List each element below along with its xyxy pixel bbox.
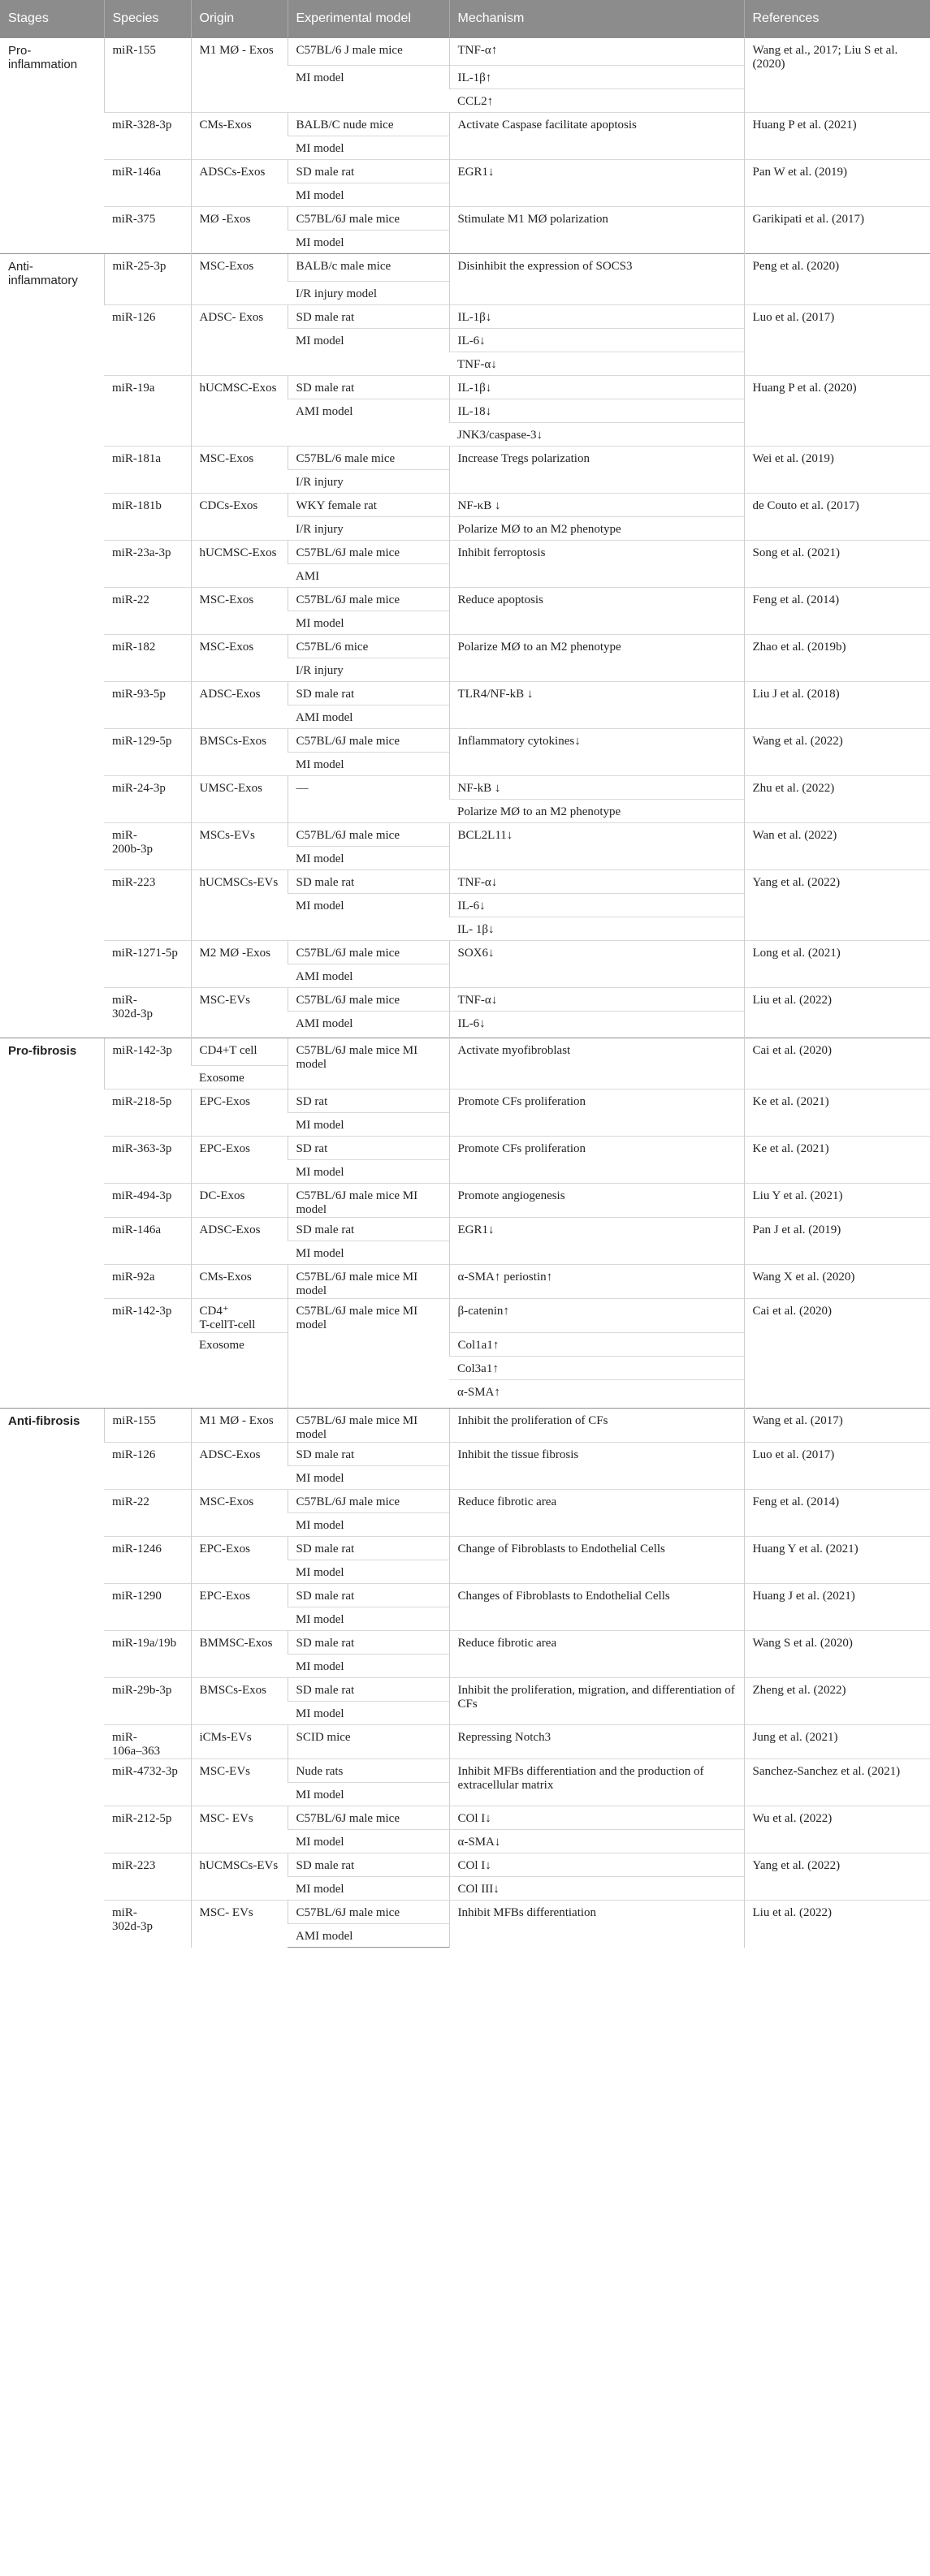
model-cell: —: [288, 776, 449, 823]
mechanism-cell: Repressing Notch3: [449, 1725, 744, 1759]
origin-cell: CMs-Exos: [191, 113, 288, 160]
reference-cell: Peng et al. (2020): [744, 254, 930, 305]
origin-cell: MSCs-EVs: [191, 823, 288, 870]
mechanism-cell: SOX6↓: [449, 941, 744, 988]
table-body: [0, 38, 930, 1948]
origin-cell: hUCMSCs-EVs: [191, 1853, 288, 1901]
model-cell: MI model: [288, 1655, 449, 1678]
reference-cell: Jung et al. (2021): [744, 1725, 930, 1759]
mechanism-cell: Promote CFs proliferation: [449, 1090, 744, 1137]
reference-cell: Sanchez-Sanchez et al. (2021): [744, 1759, 930, 1806]
model-cell: MI model: [288, 183, 449, 207]
model-cell: MI model: [288, 1160, 449, 1184]
species-cell: miR-22: [104, 1490, 191, 1537]
model-cell: AMI model: [288, 399, 449, 447]
reference-cell: Wei et al. (2019): [744, 447, 930, 494]
origin-cell: hUCMSC-Exos: [191, 541, 288, 588]
table-row: [0, 1759, 930, 1783]
model-cell: MI model: [288, 329, 449, 376]
reference-cell: Yang et al. (2022): [744, 1853, 930, 1901]
mechanism-cell: Inhibit ferroptosis: [449, 541, 744, 588]
table-row: [0, 160, 930, 183]
model-cell: MI model: [288, 894, 449, 941]
species-cell: miR-22: [104, 588, 191, 635]
species-cell: miR-223: [104, 870, 191, 941]
stage-label: Anti- inflammatory: [0, 254, 104, 1038]
mechanism-cell: α-SMA↓: [449, 1830, 744, 1853]
mechanism-cell: NF-kB ↓: [449, 776, 744, 800]
mechanism-cell: CCL2↑: [449, 89, 744, 113]
table-row: [0, 113, 930, 136]
reference-cell: Luo et al. (2017): [744, 1443, 930, 1490]
table-row: [0, 823, 930, 847]
mechanism-cell: BCL2L11↓: [449, 823, 744, 870]
model-cell: I/R injury: [288, 517, 449, 541]
table-row: [0, 1631, 930, 1655]
mechanism-cell: Reduce fibrotic area: [449, 1490, 744, 1537]
mechanism-cell: EGR1↓: [449, 1218, 744, 1265]
species-cell: miR-126: [104, 305, 191, 376]
model-cell: MI model: [288, 611, 449, 635]
mechanism-cell: Inhibit the tissue fibrosis: [449, 1443, 744, 1490]
stage-label: Pro- inflammation: [0, 38, 104, 254]
mechanism-cell: IL-1β↓: [449, 305, 744, 329]
species-cell: miR-23a-3p: [104, 541, 191, 588]
model-cell: MI model: [288, 1702, 449, 1725]
header-row: [0, 0, 930, 38]
reference-cell: Zheng et al. (2022): [744, 1678, 930, 1725]
species-cell: miR-4732-3p: [104, 1759, 191, 1806]
mechanism-cell: Polarize MØ to an M2 phenotype: [449, 635, 744, 682]
mechanism-cell: IL-1β↑: [449, 66, 744, 89]
reference-cell: Liu J et al. (2018): [744, 682, 930, 729]
origin-cell: hUCMSC-Exos: [191, 376, 288, 447]
mechanism-cell: IL-18↓: [449, 399, 744, 423]
species-cell: miR-19a/19b: [104, 1631, 191, 1678]
origin-cell: MSC- EVs: [191, 1806, 288, 1853]
model-cell: MI model: [288, 1607, 449, 1631]
column-header: References: [744, 0, 930, 38]
model-cell: SD male rat: [288, 870, 449, 894]
model-cell: C57BL/6J male mice MI model: [288, 1184, 449, 1218]
column-header: Origin: [191, 0, 288, 38]
origin-cell: ADSC-Exos: [191, 682, 288, 729]
origin-cell: MSC-Exos: [191, 588, 288, 635]
species-cell: miR-155: [104, 1409, 191, 1443]
mechanism-cell: COl III↓: [449, 1877, 744, 1901]
column-header: Experimental model: [288, 0, 449, 38]
species-cell: miR- 302d-3p: [104, 1901, 191, 1948]
mechanism-cell: Promote angiogenesis: [449, 1184, 744, 1218]
mechanism-cell: Inhibit the proliferation, migration, and differentiation of CFs: [449, 1678, 744, 1725]
table-row: [0, 254, 930, 282]
origin-cell: M2 MØ -Exos: [191, 941, 288, 988]
mechanism-cell: Inhibit the proliferation of CFs: [449, 1409, 744, 1443]
reference-cell: Liu et al. (2022): [744, 1901, 930, 1948]
origin-cell: MSC- EVs: [191, 1901, 288, 1948]
species-cell: miR-212-5p: [104, 1806, 191, 1853]
model-cell: SD male rat: [288, 1853, 449, 1877]
mechanism-cell: Increase Tregs polarization: [449, 447, 744, 494]
table-row: [0, 988, 930, 1012]
table-row: [0, 305, 930, 329]
model-cell: C57BL/6J male mice MI model: [288, 1299, 449, 1409]
species-cell: miR- 200b-3p: [104, 823, 191, 870]
table-row: [0, 1725, 930, 1759]
model-cell: SD male rat: [288, 160, 449, 183]
stage-label: Anti-fibrosis: [0, 1409, 104, 1948]
origin-cell: ADSC- Exos: [191, 305, 288, 376]
model-cell: BALB/c male mice: [288, 254, 449, 282]
mechanism-cell: TNF-α↑: [449, 38, 744, 66]
species-cell: miR-29b-3p: [104, 1678, 191, 1725]
model-cell: AMI: [288, 564, 449, 588]
mechanism-cell: α-SMA↑ periostin↑: [449, 1265, 744, 1299]
model-cell: WKY female rat: [288, 494, 449, 517]
reference-cell: Ke et al. (2021): [744, 1137, 930, 1184]
origin-cell: M1 MØ - Exos: [191, 38, 288, 113]
table-row: [0, 941, 930, 964]
reference-cell: Luo et al. (2017): [744, 305, 930, 376]
reference-cell: Wang et al. (2017): [744, 1409, 930, 1443]
model-cell: C57BL/6 mice: [288, 635, 449, 658]
origin-cell: BMSCs-Exos: [191, 729, 288, 776]
mechanism-cell: EGR1↓: [449, 160, 744, 207]
table-row: [0, 1678, 930, 1702]
table-row: [0, 635, 930, 658]
mechanism-cell: IL-6↓: [449, 329, 744, 352]
origin-cell: BMSCs-Exos: [191, 1678, 288, 1725]
reference-cell: Zhao et al. (2019b): [744, 635, 930, 682]
mechanism-cell: TNF-α↓: [449, 352, 744, 376]
model-cell: C57BL/6J male mice MI model: [288, 1409, 449, 1443]
reference-cell: Wan et al. (2022): [744, 823, 930, 870]
mechanism-cell: TNF-α↓: [449, 870, 744, 894]
table-row: [0, 1443, 930, 1466]
model-cell: MI model: [288, 1113, 449, 1137]
mechanism-cell: Change of Fibroblasts to Endothelial Cells: [449, 1537, 744, 1584]
species-cell: miR-142-3p: [104, 1038, 191, 1090]
table-row: [0, 870, 930, 894]
mechanism-cell: Activate Caspase facilitate apoptosis: [449, 113, 744, 160]
origin-cell: ADSCs-Exos: [191, 160, 288, 207]
species-cell: miR-24-3p: [104, 776, 191, 823]
table-row: [0, 1265, 930, 1299]
origin-cell: CMs-Exos: [191, 1265, 288, 1299]
model-cell: Nude rats: [288, 1759, 449, 1783]
origin-cell: MSC-Exos: [191, 254, 288, 305]
model-cell: SCID mice: [288, 1725, 449, 1759]
origin-cell: UMSC-Exos: [191, 776, 288, 823]
reference-cell: Pan W et al. (2019): [744, 160, 930, 207]
reference-cell: Liu et al. (2022): [744, 988, 930, 1038]
model-cell: AMI model: [288, 705, 449, 729]
species-cell: miR-1246: [104, 1537, 191, 1584]
model-cell: MI model: [288, 1783, 449, 1806]
origin-cell: MSC-EVs: [191, 1759, 288, 1806]
table-row: [0, 38, 930, 66]
table-row: [0, 1409, 930, 1443]
model-cell: SD male rat: [288, 1537, 449, 1560]
mechanism-cell: Reduce fibrotic area: [449, 1631, 744, 1678]
origin-cell: EPC-Exos: [191, 1584, 288, 1631]
reference-cell: Wang et al., 2017; Liu S et al. (2020): [744, 38, 930, 113]
model-cell: MI model: [288, 66, 449, 113]
model-cell: C57BL/6J male mice: [288, 941, 449, 964]
model-cell: C57BL/6J male mice: [288, 1901, 449, 1924]
origin-cell: MSC-Exos: [191, 1490, 288, 1537]
table-row: [0, 541, 930, 564]
reference-cell: Liu Y et al. (2021): [744, 1184, 930, 1218]
mechanism-cell: Stimulate M1 MØ polarization: [449, 207, 744, 254]
table-row: [0, 1038, 930, 1066]
origin-cell: CD4+T cell: [191, 1038, 288, 1066]
model-cell: MI model: [288, 231, 449, 254]
origin-cell: Exosome: [191, 1333, 288, 1409]
model-cell: MI model: [288, 847, 449, 870]
model-cell: SD male rat: [288, 1631, 449, 1655]
model-cell: AMI model: [288, 1012, 449, 1038]
model-cell: SD male rat: [288, 376, 449, 399]
column-header: Stages: [0, 0, 104, 38]
origin-cell: iCMs-EVs: [191, 1725, 288, 1759]
mechanism-cell: Promote CFs proliferation: [449, 1137, 744, 1184]
model-cell: C57BL/6 J male mice: [288, 38, 449, 66]
reference-cell: Cai et al. (2020): [744, 1299, 930, 1409]
origin-cell: ADSC-Exos: [191, 1443, 288, 1490]
species-cell: miR-363-3p: [104, 1137, 191, 1184]
origin-cell: EPC-Exos: [191, 1090, 288, 1137]
model-cell: C57BL/6J male mice: [288, 541, 449, 564]
reference-cell: Ke et al. (2021): [744, 1090, 930, 1137]
model-cell: SD male rat: [288, 1584, 449, 1607]
origin-cell: BMMSC-Exos: [191, 1631, 288, 1678]
model-cell: C57BL/6J male mice: [288, 207, 449, 231]
reference-cell: Feng et al. (2014): [744, 1490, 930, 1537]
table-row: [0, 1537, 930, 1560]
mechanism-cell: COl I↓: [449, 1853, 744, 1877]
model-cell: C57BL/6J male mice: [288, 1490, 449, 1513]
table-row: [0, 207, 930, 231]
mechanism-cell: IL-1β↓: [449, 376, 744, 399]
reference-cell: Zhu et al. (2022): [744, 776, 930, 823]
origin-cell: hUCMSCs-EVs: [191, 870, 288, 941]
origin-cell: ADSC-Exos: [191, 1218, 288, 1265]
reference-cell: Song et al. (2021): [744, 541, 930, 588]
mechanism-cell: β-catenin↑: [449, 1299, 744, 1333]
reference-cell: Long et al. (2021): [744, 941, 930, 988]
mechanism-cell: TNF-α↓: [449, 988, 744, 1012]
model-cell: C57BL/6J male mice: [288, 988, 449, 1012]
model-cell: MI model: [288, 1560, 449, 1584]
species-cell: miR-1271-5p: [104, 941, 191, 988]
model-cell: SD male rat: [288, 682, 449, 705]
model-cell: C57BL/6J male mice: [288, 1806, 449, 1830]
model-cell: SD male rat: [288, 1443, 449, 1466]
reference-cell: Wu et al. (2022): [744, 1806, 930, 1853]
reference-cell: Huang J et al. (2021): [744, 1584, 930, 1631]
reference-cell: Feng et al. (2014): [744, 588, 930, 635]
model-cell: AMI model: [288, 964, 449, 988]
model-cell: C57BL/6J male mice: [288, 588, 449, 611]
mechanism-cell: Reduce apoptosis: [449, 588, 744, 635]
species-cell: miR-129-5p: [104, 729, 191, 776]
table-row: [0, 1137, 930, 1160]
table-row: [0, 729, 930, 753]
species-cell: miR-126: [104, 1443, 191, 1490]
mechanism-cell: Inhibit MFBs differentiation and the production of extracellular matrix: [449, 1759, 744, 1806]
reference-cell: Huang P et al. (2020): [744, 376, 930, 447]
species-cell: miR- 302d-3p: [104, 988, 191, 1038]
stage-label: Pro-fibrosis: [0, 1038, 104, 1409]
model-cell: C57BL/6J male mice MI model: [288, 1038, 449, 1090]
table-row: [0, 1299, 930, 1333]
model-cell: C57BL/6J male mice: [288, 823, 449, 847]
model-cell: I/R injury model: [288, 282, 449, 305]
model-cell: BALB/C nude mice: [288, 113, 449, 136]
species-cell: miR-1290: [104, 1584, 191, 1631]
table-row: [0, 1901, 930, 1924]
species-cell: miR-142-3p: [104, 1299, 191, 1409]
mechanism-cell: α-SMA↑: [449, 1380, 744, 1409]
origin-cell: EPC-Exos: [191, 1537, 288, 1584]
model-cell: MI model: [288, 1241, 449, 1265]
species-cell: miR-494-3p: [104, 1184, 191, 1218]
reference-cell: de Couto et al. (2017): [744, 494, 930, 541]
model-cell: C57BL/6J male mice: [288, 729, 449, 753]
reference-cell: Huang Y et al. (2021): [744, 1537, 930, 1584]
table-row: [0, 1584, 930, 1607]
table-row: [0, 1184, 930, 1218]
model-cell: MI model: [288, 1877, 449, 1901]
origin-cell: M1 MØ - Exos: [191, 1409, 288, 1443]
model-cell: AMI model: [288, 1924, 449, 1948]
origin-cell: CDCs-Exos: [191, 494, 288, 541]
mechanism-cell: Inhibit MFBs differentiation: [449, 1901, 744, 1948]
species-cell: miR- 106a–363: [104, 1725, 191, 1759]
mechanism-cell: JNK3/caspase-3↓: [449, 423, 744, 447]
species-cell: miR-328-3p: [104, 113, 191, 160]
origin-cell: Exosome: [191, 1066, 288, 1090]
reference-cell: Huang P et al. (2021): [744, 113, 930, 160]
table-row: [0, 682, 930, 705]
model-cell: MI model: [288, 1513, 449, 1537]
model-cell: SD rat: [288, 1137, 449, 1160]
table-row: [0, 494, 930, 517]
table-row: [0, 776, 930, 800]
species-cell: miR-218-5p: [104, 1090, 191, 1137]
mechanism-cell: COl I↓: [449, 1806, 744, 1830]
model-cell: MI model: [288, 1466, 449, 1490]
species-cell: miR-19a: [104, 376, 191, 447]
model-cell: SD male rat: [288, 1678, 449, 1702]
reference-cell: Garikipati et al. (2017): [744, 207, 930, 254]
mechanism-cell: Polarize MØ to an M2 phenotype: [449, 800, 744, 823]
table-row: [0, 1218, 930, 1241]
reference-cell: Cai et al. (2020): [744, 1038, 930, 1090]
origin-cell: EPC-Exos: [191, 1137, 288, 1184]
species-cell: miR-223: [104, 1853, 191, 1901]
mechanism-cell: IL- 1β↓: [449, 917, 744, 941]
table-row: [0, 1090, 930, 1113]
model-cell: SD rat: [288, 1090, 449, 1113]
mechanism-cell: IL-6↓: [449, 1012, 744, 1038]
mechanism-cell: TLR4/NF-kB ↓: [449, 682, 744, 729]
species-cell: miR-25-3p: [104, 254, 191, 305]
reference-cell: Wang X et al. (2020): [744, 1265, 930, 1299]
origin-cell: MSC-EVs: [191, 988, 288, 1038]
species-cell: miR-181b: [104, 494, 191, 541]
species-cell: miR-93-5p: [104, 682, 191, 729]
table-row: [0, 447, 930, 470]
species-cell: miR-181a: [104, 447, 191, 494]
table-row: [0, 1853, 930, 1877]
table-row: [0, 376, 930, 399]
reference-cell: Pan J et al. (2019): [744, 1218, 930, 1265]
mechanism-cell: Col3a1↑: [449, 1357, 744, 1380]
model-cell: C57BL/6 male mice: [288, 447, 449, 470]
origin-cell: MØ -Exos: [191, 207, 288, 254]
mechanism-cell: Polarize MØ to an M2 phenotype: [449, 517, 744, 541]
mechanism-cell: Inflammatory cytokines↓: [449, 729, 744, 776]
model-cell: MI model: [288, 136, 449, 160]
column-header: Mechanism: [449, 0, 744, 38]
model-cell: MI model: [288, 1830, 449, 1853]
model-cell: C57BL/6J male mice MI model: [288, 1265, 449, 1299]
species-cell: miR-155: [104, 38, 191, 113]
model-cell: MI model: [288, 753, 449, 776]
table-row: [0, 588, 930, 611]
species-cell: miR-92a: [104, 1265, 191, 1299]
model-cell: I/R injury: [288, 470, 449, 494]
model-cell: SD male rat: [288, 305, 449, 329]
mechanism-cell: Activate myofibroblast: [449, 1038, 744, 1090]
reference-cell: Yang et al. (2022): [744, 870, 930, 941]
model-cell: I/R injury: [288, 658, 449, 682]
species-cell: miR-182: [104, 635, 191, 682]
mechanism-cell: Changes of Fibroblasts to Endothelial Cells: [449, 1584, 744, 1631]
origin-cell: DC-Exos: [191, 1184, 288, 1218]
reference-cell: Wang et al. (2022): [744, 729, 930, 776]
mechanism-cell: IL-6↓: [449, 894, 744, 917]
origin-cell: MSC-Exos: [191, 447, 288, 494]
table-header: [0, 0, 930, 38]
model-cell: SD male rat: [288, 1218, 449, 1241]
species-cell: miR-375: [104, 207, 191, 254]
species-cell: miR-146a: [104, 1218, 191, 1265]
species-cell: miR-146a: [104, 160, 191, 207]
table-row: [0, 1806, 930, 1830]
origin-cell: CD4⁺ T-cellT-cell: [191, 1299, 288, 1333]
mechanism-cell: Disinhibit the expression of SOCS3: [449, 254, 744, 305]
origin-cell: MSC-Exos: [191, 635, 288, 682]
table-row: [0, 1490, 930, 1513]
mechanism-cell: Col1a1↑: [449, 1333, 744, 1357]
mechanism-cell: NF-κB ↓: [449, 494, 744, 517]
reference-cell: Wang S et al. (2020): [744, 1631, 930, 1678]
column-header: Species: [104, 0, 191, 38]
